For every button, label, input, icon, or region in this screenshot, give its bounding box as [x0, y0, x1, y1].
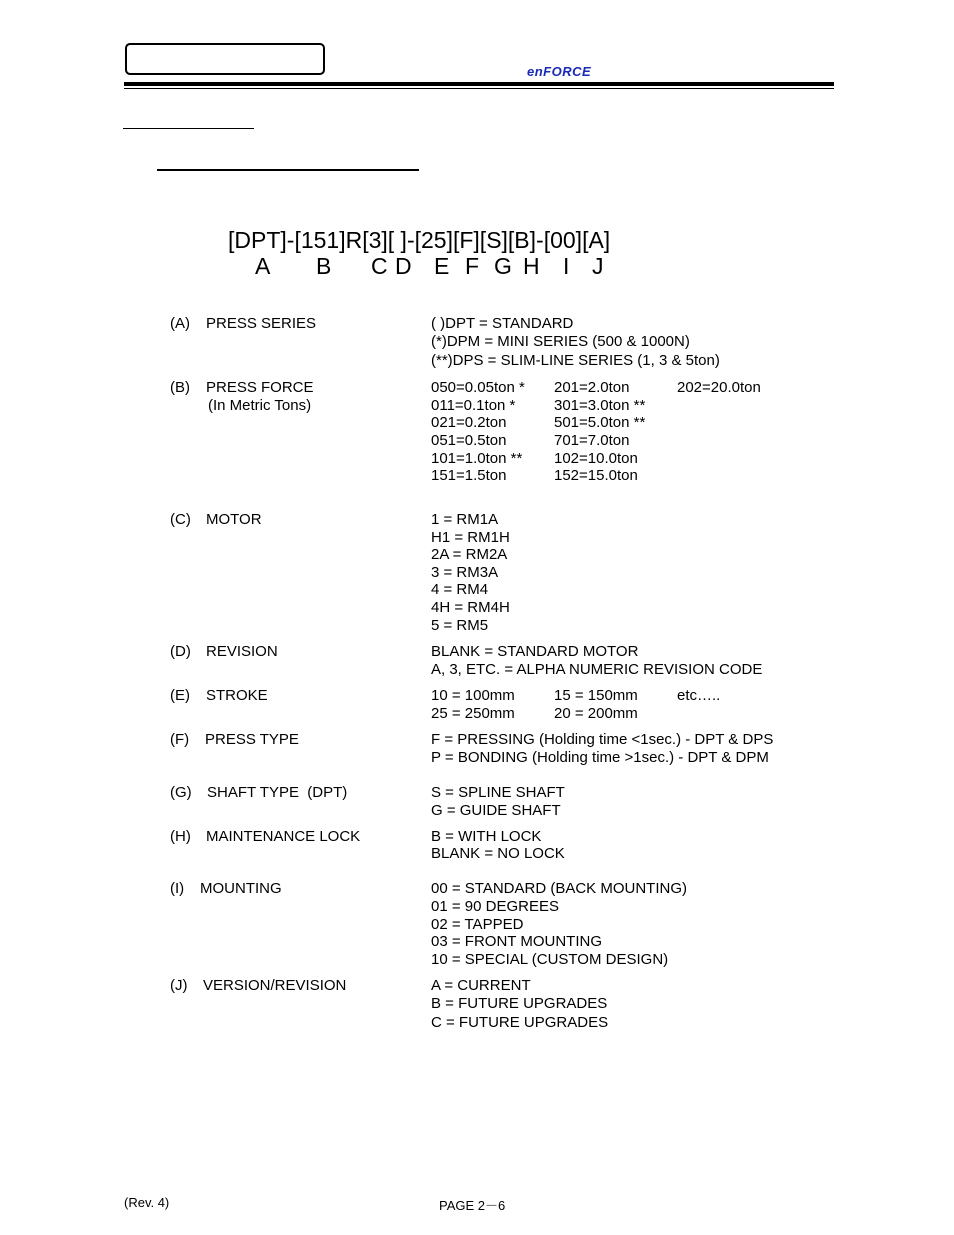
- force-option: 021=0.2ton: [431, 414, 507, 431]
- force-option: 102=10.0ton: [554, 450, 638, 467]
- stroke-option: 15 = 150mm: [554, 687, 638, 704]
- motor-option: 3 = RM3A: [431, 564, 499, 581]
- section-j-label: VERSION/REVISION: [203, 977, 347, 994]
- motor-option: 4H = RM4H: [431, 599, 510, 616]
- part-letter-h: H: [523, 253, 540, 279]
- brand-logo: enFORCE: [527, 64, 592, 79]
- section-f-letter: (F): [170, 731, 190, 748]
- mounting-option: 00 = STANDARD (BACK MOUNTING): [431, 880, 688, 897]
- force-option: 011=0.1ton *: [431, 397, 516, 414]
- force-option: 202=20.0ton: [677, 379, 761, 396]
- part-letter-e: E: [434, 253, 450, 279]
- mounting-option: 03 = FRONT MOUNTING: [431, 933, 602, 950]
- section-heading-underline: [123, 128, 254, 129]
- version-option: B = FUTURE UPGRADES: [431, 995, 608, 1012]
- mounting-option: 01 = 90 DEGREES: [431, 898, 559, 915]
- mounting-option: 10 = SPECIAL (CUSTOM DESIGN): [431, 951, 669, 968]
- section-a-value: (*)DPM = MINI SERIES (500 & 1000N): [431, 333, 690, 350]
- stroke-option: 20 = 200mm: [554, 705, 638, 722]
- part-letter-c: C: [371, 253, 388, 279]
- stroke-option: 10 = 100mm: [431, 687, 515, 704]
- force-option: 201=2.0ton: [554, 379, 630, 396]
- part-letter-i: I: [563, 253, 570, 279]
- section-a-value: ( )DPT = STANDARD: [431, 315, 574, 332]
- force-option: 050=0.05ton *: [431, 379, 525, 396]
- section-f-label: PRESS TYPE: [205, 731, 299, 748]
- part-letter-d: D: [395, 253, 412, 279]
- force-option: 151=1.5ton: [431, 467, 507, 484]
- part-letter-j: J: [592, 253, 604, 279]
- header-rule-thick: [124, 82, 834, 86]
- mounting-option: 02 = TAPPED: [431, 916, 524, 933]
- motor-option: 1 = RM1A: [431, 511, 499, 528]
- part-letter-b: B: [316, 253, 332, 279]
- stroke-option: etc…..: [677, 687, 721, 704]
- version-option: C = FUTURE UPGRADES: [431, 1014, 609, 1031]
- section-d-label: REVISION: [206, 643, 278, 660]
- lock-option: B = WITH LOCK: [431, 828, 542, 845]
- section-a-label: PRESS SERIES: [206, 315, 317, 332]
- shaft-option: G = GUIDE SHAFT: [431, 802, 561, 819]
- section-b-label: PRESS FORCE: [206, 379, 314, 396]
- section-j-letter: (J): [170, 977, 188, 994]
- motor-option: 2A = RM2A: [431, 546, 508, 563]
- section-b-letter: (B): [170, 379, 190, 396]
- section-e-label: STROKE: [206, 687, 268, 704]
- press-type-option: F = PRESSING (Holding time <1sec.) - DPT & DPS: [431, 731, 774, 748]
- section-a-value: (**)DPS = SLIM-LINE SERIES (1, 3 & 5ton): [431, 352, 720, 369]
- force-option: 301=3.0ton **: [554, 397, 646, 414]
- section-c-letter: (C): [170, 511, 191, 528]
- section-i-label: MOUNTING: [200, 880, 282, 897]
- part-number-code: [DPT]-[151]R[3][ ]-[25][F][S][B]-[00][A]: [228, 227, 611, 253]
- lock-option: BLANK = NO LOCK: [431, 845, 565, 862]
- part-letter-f: F: [465, 253, 480, 279]
- force-option: 701=7.0ton: [554, 432, 630, 449]
- force-option: 051=0.5ton: [431, 432, 507, 449]
- revision-option: BLANK = STANDARD MOTOR: [431, 643, 639, 660]
- part-letter-a: A: [255, 253, 271, 279]
- section-h-label: MAINTENANCE LOCK: [206, 828, 361, 845]
- section-a-letter: (A): [170, 315, 190, 332]
- footer-page-number: PAGE 2－6: [439, 1198, 506, 1213]
- header-rule-thin: [124, 88, 834, 89]
- section-b-sublabel: (In Metric Tons): [208, 397, 312, 414]
- shaft-option: S = SPLINE SHAFT: [431, 784, 565, 801]
- footer-revision: (Rev. 4): [124, 1195, 170, 1210]
- header-title-box: [125, 43, 325, 75]
- motor-option: 5 = RM5: [431, 617, 489, 634]
- part-letter-g: G: [494, 253, 512, 279]
- version-option: A = CURRENT: [431, 977, 531, 994]
- section-i-letter: (I): [170, 880, 185, 897]
- revision-option: A, 3, ETC. = ALPHA NUMERIC REVISION CODE: [431, 661, 763, 678]
- section-h-letter: (H): [170, 828, 191, 845]
- motor-option: H1 = RM1H: [431, 529, 510, 546]
- force-option: 501=5.0ton **: [554, 414, 646, 431]
- motor-option: 4 = RM4: [431, 581, 489, 598]
- force-option: 101=1.0ton **: [431, 450, 523, 467]
- section-c-label: MOTOR: [206, 511, 262, 528]
- force-option: 152=15.0ton: [554, 467, 638, 484]
- section-g-label: SHAFT TYPE (DPT): [207, 784, 348, 801]
- stroke-option: 25 = 250mm: [431, 705, 515, 722]
- press-type-option: P = BONDING (Holding time >1sec.) - DPT & DPM: [431, 749, 769, 766]
- subsection-heading-underline: [157, 169, 419, 171]
- section-d-letter: (D): [170, 643, 191, 660]
- section-g-letter: (G): [170, 784, 192, 801]
- section-e-letter: (E): [170, 687, 190, 704]
